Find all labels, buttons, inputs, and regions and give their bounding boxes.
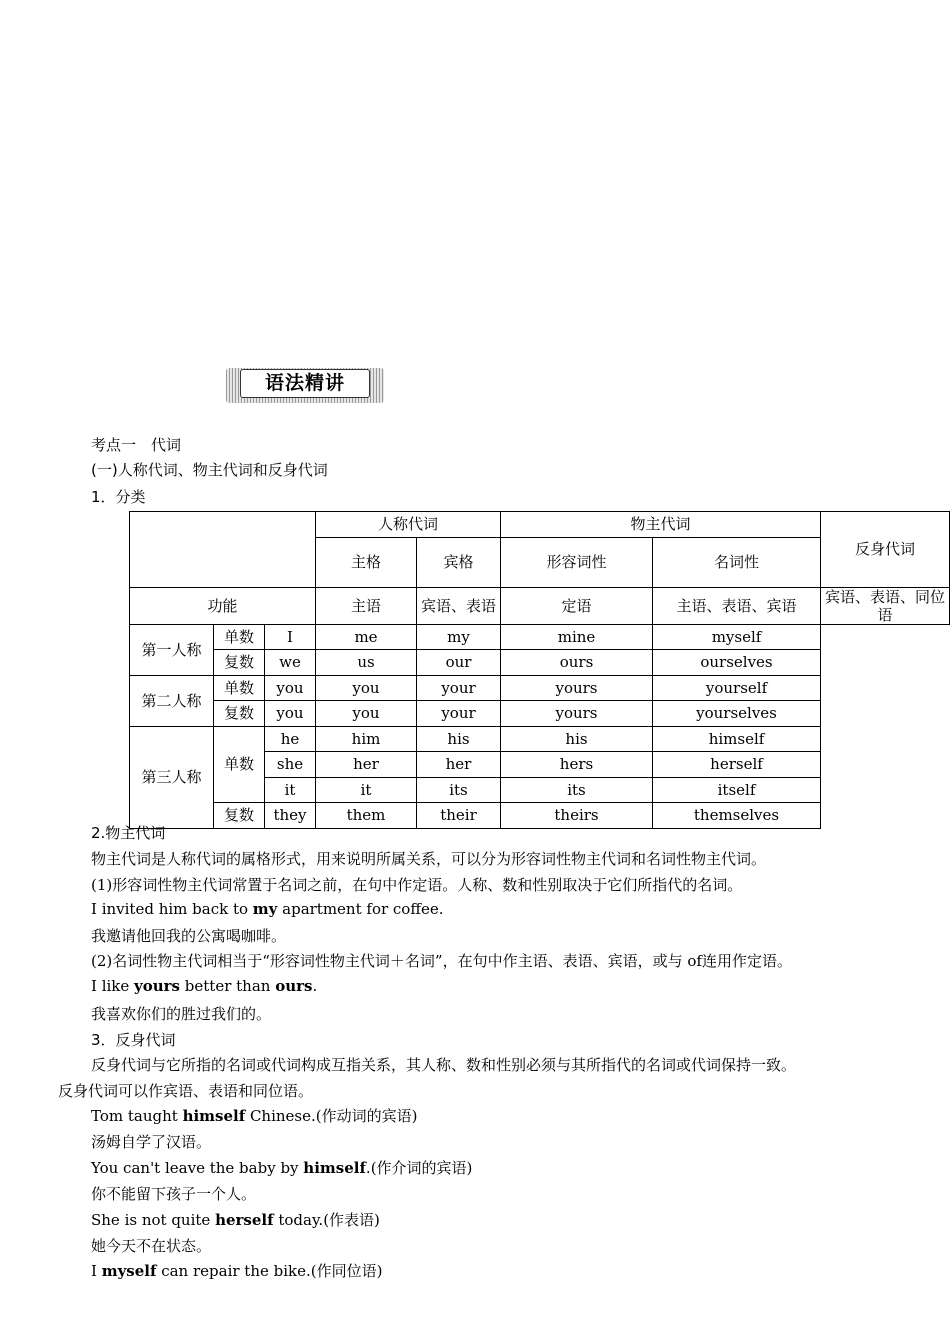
example-translation: 汤姆自学了汉语。 [91, 1133, 212, 1151]
section-2-heading: 2.物主代词 [91, 824, 166, 842]
table-cell: you [316, 675, 417, 701]
plural-label: 复数 [214, 803, 265, 829]
header-possessive: 物主代词 [501, 512, 821, 538]
table-cell: himself [653, 726, 821, 752]
function-label: 功能 [130, 587, 316, 624]
example-translation: 我邀请他回我的公寓喝咖啡。 [91, 927, 287, 945]
table-cell: you [316, 701, 417, 727]
table-cell: hers [501, 752, 653, 778]
table-cell: him [316, 726, 417, 752]
table-cell: yourself [653, 675, 821, 701]
section-2-paragraph: 物主代词是人称代词的属格形式，用来说明所属关系，可以分为形容词性物主代词和名词性物主代词。 [91, 850, 767, 868]
table-header-row [130, 512, 950, 538]
example-sentence: I invited him back to my apartment for coffee. [91, 900, 444, 918]
table-corner [130, 512, 316, 588]
second-person-label: 第二人称 [130, 675, 214, 726]
table-cell: itself [653, 777, 821, 803]
example-sentence: You can't leave the baby by himself.(作介词的宾语) [91, 1159, 473, 1177]
example-translation: 你不能留下孩子一个人。 [91, 1185, 257, 1203]
singular-label: 单数 [214, 726, 265, 803]
section-2-point-2: (2)名词性物主代词相当于“形容词性物主代词＋名词”，在句中作主语、表语、宾语，或与 of连用作定语。 [91, 952, 792, 970]
table-cell: us [316, 650, 417, 676]
table-cell: your [417, 675, 501, 701]
header-object: 宾格 [417, 537, 501, 587]
table-cell: it [316, 777, 417, 803]
table-cell: its [501, 777, 653, 803]
header-adjective: 形容词性 [501, 537, 653, 587]
plural-label: 复数 [214, 701, 265, 727]
example-translation: 她今天不在状态。 [91, 1237, 212, 1255]
table-cell: her [316, 752, 417, 778]
function-noun: 主语、表语、宾语 [653, 587, 821, 624]
table-cell: ours [501, 650, 653, 676]
singular-label: 单数 [214, 675, 265, 701]
table-row [130, 726, 950, 752]
table-cell: you [265, 701, 316, 727]
table-cell: your [417, 701, 501, 727]
table-cell: his [417, 726, 501, 752]
table-cell: they [265, 803, 316, 829]
table-cell: them [316, 803, 417, 829]
banner-title: 语法精讲 [240, 369, 370, 398]
function-subject: 主语 [316, 587, 417, 624]
table-cell: yourselves [653, 701, 821, 727]
table-cell: his [501, 726, 653, 752]
function-reflexive: 宾语、表语、同位语 [821, 587, 950, 624]
header-personal: 人称代词 [316, 512, 501, 538]
table-cell: he [265, 726, 316, 752]
table-cell: ourselves [653, 650, 821, 676]
table-cell: theirs [501, 803, 653, 829]
example-sentence: I myself can repair the bike.(作同位语) [91, 1262, 383, 1280]
section-3-heading: 3．反身代词 [91, 1031, 176, 1049]
singular-label: 单数 [214, 624, 265, 650]
table-row [130, 624, 950, 650]
example-sentence: She is not quite herself today.(作表语) [91, 1211, 380, 1229]
table-cell: its [417, 777, 501, 803]
section-3-paragraph-cont: 反身代词可以作宾语、表语和同位语。 [58, 1082, 314, 1100]
table-row [130, 701, 950, 727]
table-row [130, 803, 950, 829]
table-cell: mine [501, 624, 653, 650]
table-cell: her [417, 752, 501, 778]
table-cell: I [265, 624, 316, 650]
example-sentence: Tom taught himself Chinese.(作动词的宾语) [91, 1107, 418, 1125]
table-cell: my [417, 624, 501, 650]
plural-label: 复数 [214, 650, 265, 676]
first-person-label: 第一人称 [130, 624, 214, 675]
table-cell: yours [501, 675, 653, 701]
table-cell: you [265, 675, 316, 701]
table-cell: yours [501, 701, 653, 727]
table-cell: me [316, 624, 417, 650]
table-row [130, 650, 950, 676]
table-cell: herself [653, 752, 821, 778]
table-cell: their [417, 803, 501, 829]
example-sentence: I like yours better than ours. [91, 977, 318, 995]
header-subject: 主格 [316, 537, 417, 587]
header-noun: 名词性 [653, 537, 821, 587]
table-cell: myself [653, 624, 821, 650]
table-function-row [130, 587, 950, 624]
table-cell: our [417, 650, 501, 676]
table-cell: she [265, 752, 316, 778]
section-2-point-1: (1)形容词性物主代词常置于名词之前，在句中作定语。人称、数和性别取决于它们所指代的名词。 [91, 876, 743, 894]
section-3-paragraph: 反身代词与它所指的名词或代词构成互指关系，其人称、数和性别必须与其所指代的名词或代词保持一致。 [91, 1056, 797, 1074]
table-cell: themselves [653, 803, 821, 829]
third-person-label: 第三人称 [130, 726, 214, 828]
section-banner [226, 368, 384, 403]
item-1-heading: 1．分类 [91, 488, 146, 506]
example-translation: 我喜欢你们的胜过我们的。 [91, 1005, 272, 1023]
subtopic-title: (一)人称代词、物主代词和反身代词 [91, 461, 328, 479]
function-attribute: 定语 [501, 587, 653, 624]
header-reflexive: 反身代词 [821, 512, 950, 588]
table-row [130, 675, 950, 701]
topic-title: 考点一 代词 [91, 436, 182, 454]
function-object: 宾语、表语 [417, 587, 501, 624]
table-cell: it [265, 777, 316, 803]
table-cell: we [265, 650, 316, 676]
pronoun-table [129, 511, 950, 829]
